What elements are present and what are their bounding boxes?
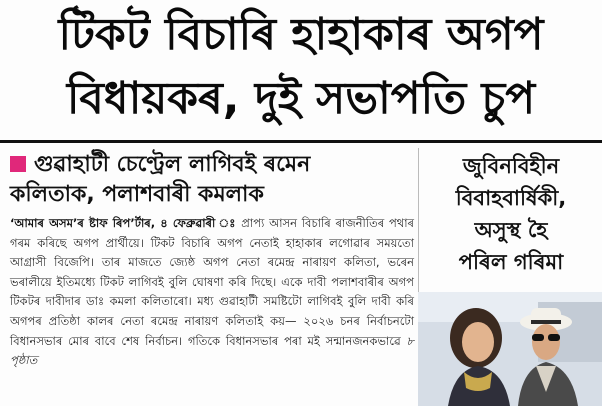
headline-divider <box>0 140 602 143</box>
headline-line-1: টিকট বিচাৰি হাহাকাৰ অগপ <box>58 9 544 60</box>
bullet-square-icon <box>10 156 26 172</box>
main-story-body <box>10 214 414 371</box>
couple-photo-illustration <box>418 292 602 406</box>
main-story-subhead <box>10 150 414 210</box>
subhead-line-1: গুৱাহাটী চেণ্ট্ৰেল লাগিবই ৰমেন <box>34 152 311 177</box>
side-headline-line-4: পৰিল গৰিমা <box>458 250 564 274</box>
side-headline-line-3: অসুস্থ হৈ <box>474 218 548 242</box>
side-story-headline <box>420 150 602 278</box>
side-headline-line-2: বিবাহবাৰ্ষিকী, <box>455 186 567 210</box>
side-headline-line-1: জুবিনবিহীন <box>462 154 560 178</box>
couple-photo <box>418 292 602 406</box>
byline: ‘আমাৰ অসম’ৰ ষ্টাফ ৰিপ’ৰ্টাৰ, ৪ ফেব্ৰুৱাৰী ঃ <box>10 216 237 230</box>
headline-line-2: বিধায়কৰ, দুই সভাপতি চুপ <box>66 73 536 124</box>
continued-on-page: ৮ পৃষ্ঠাত <box>10 333 414 368</box>
subhead-line-2: কলিতাক, পলাশবাৰী কমলাক <box>10 182 264 207</box>
story-text: প্ৰাপ্য আসন বিচাৰি ৰাজনীতিৰ পথাৰ গৰম কৰিছে অগপ প্ৰাৰ্থীয়ে। টিকট বিচাৰি অগপ নেতাই হাহাকাৰ লগোৱাৰ সময়তো আগ্ৰাসী বিজেপি। তাৰ মাজতে জ্যেষ্ঠ অগপ নেতা ৰমেন্দ্ৰ নাৰায়ণ কলিতা, ভৰেন ভৰালীয়ে ইতিমধ্যে টিকট লাগিবই বুলি ঘোষণা কৰি দিছে। একে দাবী পলাশবাৰীৰ অগপ টিকটৰ দাবীদাৰ ডাঃ কমলা কলিতাৰো। মধ্য গুৱাহাটী সমষ্টিটো লাগিবই বুলি দাবী কৰি অগপৰ প্ৰতিষ্ঠা কালৰ নেতা ৰমেন্দ্ৰ নাৰায়ণ কলিতাই কয়— ২০২৬ চনৰ নিৰ্বাচনটো বিধানসভাৰ মোৰ বাবে শেষ নিৰ্বাচন। গতিকে বিধানসভাৰ পৰা মই সন্মানজনকভাৱে <box>10 216 415 348</box>
